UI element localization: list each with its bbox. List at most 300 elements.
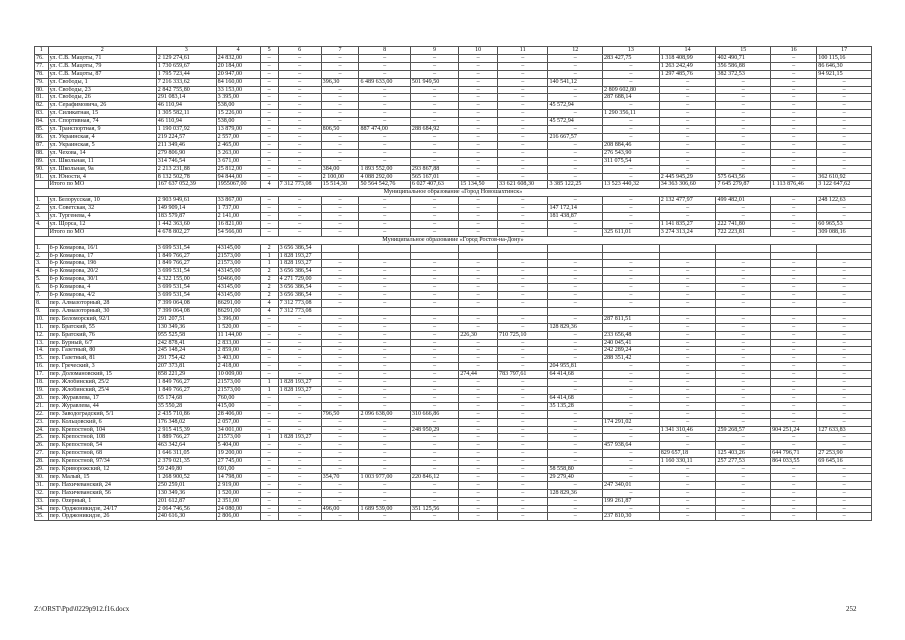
- table-cell: –: [278, 426, 321, 434]
- table-cell: 28 406,00: [216, 410, 260, 418]
- table-cell: 33 621 608,30: [498, 181, 548, 189]
- table-cell: –: [771, 220, 817, 228]
- table-cell: 69 645,16: [817, 458, 872, 466]
- table-cell: –: [359, 315, 410, 323]
- table-cell: 28.: [35, 458, 49, 466]
- table-cell: –: [659, 379, 716, 387]
- table-cell: –: [278, 489, 321, 497]
- table-cell: 2: [48, 47, 156, 55]
- table-cell: –: [260, 157, 278, 165]
- table-cell: –: [410, 315, 458, 323]
- table-cell: –: [260, 394, 278, 402]
- table-cell: 22.: [35, 410, 49, 418]
- table-cell: 24 080,00: [216, 505, 260, 513]
- table-cell: 46 110,94: [156, 118, 216, 126]
- table-cell: –: [817, 355, 872, 363]
- table-cell: –: [459, 292, 498, 300]
- table-cell: –: [771, 157, 817, 165]
- table-cell: –: [548, 434, 603, 442]
- table-cell: 2 132 477,97: [659, 197, 716, 205]
- table-cell: –: [359, 379, 410, 387]
- table-cell: 2 806,00: [216, 513, 260, 521]
- table-cell: –: [659, 126, 716, 134]
- table-cell: 1 442 363,60: [156, 220, 216, 228]
- table-cell: –: [817, 323, 872, 331]
- table-cell: 1 318 408,99: [659, 54, 716, 62]
- table-cell: –: [603, 276, 660, 284]
- table-cell: –: [659, 94, 716, 102]
- table-cell: пер. Журавлева, 44: [48, 402, 156, 410]
- table-cell: 287 688,14: [603, 94, 660, 102]
- table-cell: –: [321, 418, 359, 426]
- table-cell: ул. Школьная, 11: [48, 157, 156, 165]
- table-cell: –: [278, 213, 321, 221]
- table-row: [35, 497, 872, 505]
- table-cell: 13 523 440,32: [603, 181, 660, 189]
- table-cell: –: [498, 450, 548, 458]
- table-cell: 2 418,00: [216, 363, 260, 371]
- table-cell: [498, 252, 548, 260]
- table-cell: 27 745,00: [216, 458, 260, 466]
- table-cell: 24.: [35, 426, 49, 434]
- table-cell: [817, 244, 872, 252]
- table-row: [35, 197, 872, 205]
- table-cell: 16: [771, 47, 817, 55]
- table-cell: –: [459, 213, 498, 221]
- table-cell: –: [716, 284, 771, 292]
- table-row: [35, 466, 872, 474]
- table-cell: –: [498, 379, 548, 387]
- table-cell: –: [359, 141, 410, 149]
- table-cell: –: [260, 363, 278, 371]
- table-cell: –: [359, 300, 410, 308]
- table-cell: –: [459, 394, 498, 402]
- table-cell: пер. Жлобинский, 25/4: [48, 386, 156, 394]
- table-cell: –: [459, 141, 498, 149]
- table-cell: –: [498, 228, 548, 236]
- table-cell: –: [321, 197, 359, 205]
- table-cell: –: [321, 402, 359, 410]
- table-cell: –: [603, 300, 660, 308]
- table-cell: –: [278, 481, 321, 489]
- table-cell: [659, 307, 716, 315]
- table-cell: –: [321, 70, 359, 78]
- table-cell: 130 349,36: [156, 489, 216, 497]
- table-cell: –: [278, 505, 321, 513]
- table-row: [35, 505, 872, 513]
- table-cell: 415,00: [216, 402, 260, 410]
- table-cell: 858 221,29: [156, 371, 216, 379]
- table-cell: –: [817, 331, 872, 339]
- table-row: [35, 126, 872, 134]
- table-cell: –: [716, 300, 771, 308]
- table-cell: –: [459, 197, 498, 205]
- table-cell: 2: [260, 284, 278, 292]
- table-cell: –: [716, 379, 771, 387]
- table-row: [35, 481, 872, 489]
- table-cell: –: [716, 355, 771, 363]
- table-cell: пер. Крепостной, 54: [48, 442, 156, 450]
- table-cell: [548, 244, 603, 252]
- table-cell: –: [659, 410, 716, 418]
- table-row: [35, 410, 872, 418]
- table-cell: –: [278, 165, 321, 173]
- table-cell: –: [498, 54, 548, 62]
- table-cell: 140 541,12: [548, 78, 603, 86]
- table-cell: –: [659, 149, 716, 157]
- table-row: [35, 442, 872, 450]
- table-cell: –: [260, 62, 278, 70]
- table-cell: –: [359, 86, 410, 94]
- table-cell: 248 122,63: [817, 197, 872, 205]
- table-cell: –: [260, 513, 278, 521]
- table-cell: –: [321, 442, 359, 450]
- table-cell: [459, 244, 498, 252]
- table-cell: –: [260, 331, 278, 339]
- table-cell: –: [278, 78, 321, 86]
- table-cell: –: [278, 220, 321, 228]
- table-cell: 806,50: [321, 126, 359, 134]
- table-cell: –: [278, 347, 321, 355]
- table-cell: –: [603, 126, 660, 134]
- table-cell: 16.: [35, 363, 49, 371]
- table-cell: 27 253,90: [817, 450, 872, 458]
- table-cell: –: [260, 489, 278, 497]
- table-cell: пер. Малый, 15: [48, 473, 156, 481]
- table-cell: –: [659, 157, 716, 165]
- table-cell: –: [410, 133, 458, 141]
- table-cell: –: [260, 205, 278, 213]
- table-cell: [359, 307, 410, 315]
- table-cell: 2 100,00: [321, 173, 359, 181]
- table-cell: –: [321, 513, 359, 521]
- table-cell: 356 586,88: [716, 62, 771, 70]
- table-cell: –: [321, 86, 359, 94]
- table-cell: –: [771, 513, 817, 521]
- section-heading-row: [35, 189, 872, 197]
- table-cell: –: [260, 458, 278, 466]
- table-cell: 204 955,81: [548, 363, 603, 371]
- table-cell: –: [278, 402, 321, 410]
- table-cell: –: [498, 323, 548, 331]
- table-cell: –: [260, 86, 278, 94]
- table-cell: 233 656,48: [603, 331, 660, 339]
- table-cell: –: [817, 165, 872, 173]
- table-cell: 1.: [35, 244, 49, 252]
- register-table: [34, 46, 872, 521]
- table-cell: 7 312 773,08: [278, 181, 321, 189]
- table-cell: –: [817, 157, 872, 165]
- table-cell: 15 226,00: [216, 110, 260, 118]
- table-cell: –: [260, 466, 278, 474]
- table-cell: –: [321, 268, 359, 276]
- table-cell: –: [659, 442, 716, 450]
- table-cell: –: [410, 450, 458, 458]
- table-cell: –: [771, 410, 817, 418]
- table-cell: –: [771, 102, 817, 110]
- table-cell: –: [548, 197, 603, 205]
- table-cell: –: [716, 394, 771, 402]
- table-cell: –: [817, 402, 872, 410]
- table-cell: 1 520,00: [216, 489, 260, 497]
- table-cell: 276 543,90: [603, 149, 660, 157]
- table-cell: –: [817, 434, 872, 442]
- table-cell: 783 797,61: [498, 371, 548, 379]
- table-cell: б-р Комарова, 20/2: [48, 268, 156, 276]
- table-cell: 538,00: [216, 118, 260, 126]
- table-cell: 293 867,88: [410, 165, 458, 173]
- table-cell: [771, 252, 817, 260]
- table-cell: 7 645 279,87: [716, 181, 771, 189]
- table-cell: 45 572,94: [548, 118, 603, 126]
- table-cell: –: [359, 426, 410, 434]
- table-cell: 1 737,00: [216, 205, 260, 213]
- table-cell: –: [817, 133, 872, 141]
- table-row: [35, 458, 872, 466]
- table-cell: –: [278, 315, 321, 323]
- table-cell: –: [278, 86, 321, 94]
- table-cell: 19 200,00: [216, 450, 260, 458]
- table-cell: 90.: [35, 165, 49, 173]
- table-cell: –: [716, 165, 771, 173]
- table-cell: –: [498, 284, 548, 292]
- table-cell: –: [498, 118, 548, 126]
- table-cell: [603, 307, 660, 315]
- table-cell: –: [498, 426, 548, 434]
- table-cell: 4: [260, 300, 278, 308]
- table-cell: –: [716, 402, 771, 410]
- table-cell: –: [548, 260, 603, 268]
- table-cell: –: [817, 149, 872, 157]
- table-cell: –: [498, 220, 548, 228]
- table-cell: [716, 244, 771, 252]
- table-cell: –: [548, 141, 603, 149]
- table-cell: –: [410, 268, 458, 276]
- table-cell: –: [771, 205, 817, 213]
- table-cell: 7 312 773,08: [278, 307, 321, 315]
- table-cell: –: [548, 347, 603, 355]
- table-cell: –: [260, 110, 278, 118]
- table-cell: –: [260, 141, 278, 149]
- table-cell: 43145,00: [216, 244, 260, 252]
- table-cell: –: [548, 62, 603, 70]
- table-cell: –: [603, 402, 660, 410]
- table-cell: 79.: [35, 78, 49, 86]
- table-cell: пер. Крепостной, 104: [48, 426, 156, 434]
- table-cell: –: [817, 315, 872, 323]
- table-cell: –: [771, 497, 817, 505]
- table-cell: –: [321, 323, 359, 331]
- table-cell: 12: [548, 47, 603, 55]
- table-cell: –: [459, 205, 498, 213]
- table-cell: –: [359, 205, 410, 213]
- table-cell: 499 482,01: [716, 197, 771, 205]
- table-row: [35, 300, 872, 308]
- table-cell: –: [603, 197, 660, 205]
- table-cell: 11: [498, 47, 548, 55]
- table-cell: 242 878,41: [156, 339, 216, 347]
- table-cell: –: [603, 102, 660, 110]
- table-cell: –: [716, 126, 771, 134]
- table-cell: –: [817, 339, 872, 347]
- table-cell: –: [771, 173, 817, 181]
- table-cell: –: [603, 173, 660, 181]
- table-cell: –: [410, 284, 458, 292]
- table-cell: –: [771, 78, 817, 86]
- table-cell: 240 616,30: [156, 513, 216, 521]
- table-cell: пер. Беломорский, 92/1: [48, 315, 156, 323]
- table-cell: –: [498, 394, 548, 402]
- table-cell: –: [548, 157, 603, 165]
- table-cell: [771, 244, 817, 252]
- table-cell: 91.: [35, 173, 49, 181]
- table-cell: 382 372,53: [716, 70, 771, 78]
- table-cell: –: [771, 149, 817, 157]
- table-cell: 176 348,02: [156, 418, 216, 426]
- table-cell: ул. Свободы, 23: [48, 86, 156, 94]
- section-heading-row: [35, 236, 872, 244]
- table-cell: –: [659, 102, 716, 110]
- table-cell: –: [771, 386, 817, 394]
- table-cell: –: [498, 165, 548, 173]
- table-cell: –: [321, 489, 359, 497]
- table-cell: –: [817, 379, 872, 387]
- table-cell: пер. Жлобинский, 25/2: [48, 379, 156, 387]
- table-cell: –: [498, 292, 548, 300]
- table-cell: –: [260, 220, 278, 228]
- table-cell: –: [548, 86, 603, 94]
- table-cell: –: [659, 347, 716, 355]
- table-cell: –: [321, 371, 359, 379]
- table-cell: 21573,00: [216, 260, 260, 268]
- section-title: Муниципальное образование «Город Ростов-на-Дону»: [35, 236, 872, 244]
- table-cell: 43145,00: [216, 284, 260, 292]
- table-cell: ул. С.В. Мацоты, 71: [48, 54, 156, 62]
- table-cell: 310 666,86: [410, 410, 458, 418]
- table-cell: 77.: [35, 62, 49, 70]
- table-cell: 4 322 155,00: [156, 276, 216, 284]
- table-cell: –: [410, 292, 458, 300]
- table-cell: –: [410, 205, 458, 213]
- table-cell: –: [548, 126, 603, 134]
- table-cell: ул. Школьная, 9а: [48, 165, 156, 173]
- table-cell: –: [498, 197, 548, 205]
- table-cell: –: [321, 300, 359, 308]
- table-cell: 5 404,00: [216, 442, 260, 450]
- table-cell: пер. Нахичеванский, 56: [48, 489, 156, 497]
- table-cell: –: [498, 86, 548, 94]
- table-cell: –: [716, 497, 771, 505]
- table-cell: –: [498, 466, 548, 474]
- table-cell: 21573,00: [216, 252, 260, 260]
- table-cell: –: [260, 450, 278, 458]
- table-cell: –: [410, 70, 458, 78]
- table-cell: 20 184,00: [216, 62, 260, 70]
- table-cell: 216 667,57: [548, 133, 603, 141]
- table-cell: –: [278, 94, 321, 102]
- table-cell: –: [771, 489, 817, 497]
- table-cell: 6 489 633,00: [359, 78, 410, 86]
- table-cell: –: [359, 149, 410, 157]
- table-cell: –: [359, 54, 410, 62]
- table-cell: –: [459, 284, 498, 292]
- table-cell: 15: [716, 47, 771, 55]
- table-cell: 1 849 766,27: [156, 386, 216, 394]
- table-cell: [771, 307, 817, 315]
- table-row: [35, 315, 872, 323]
- table-cell: 15.: [35, 355, 49, 363]
- table-cell: –: [498, 473, 548, 481]
- table-cell: –: [603, 133, 660, 141]
- table-cell: –: [659, 434, 716, 442]
- table-cell: –: [771, 276, 817, 284]
- table-cell: –: [410, 489, 458, 497]
- table-row: [35, 339, 872, 347]
- footer-page-number: 252: [846, 605, 857, 613]
- table-cell: –: [278, 458, 321, 466]
- table-cell: –: [410, 86, 458, 94]
- table-cell: 354,70: [321, 473, 359, 481]
- table-cell: –: [659, 284, 716, 292]
- table-cell: –: [548, 505, 603, 513]
- table-cell: –: [410, 220, 458, 228]
- table-cell: 81.: [35, 94, 49, 102]
- table-cell: 2.: [35, 205, 49, 213]
- table-cell: –: [716, 481, 771, 489]
- table-cell: 12.: [35, 331, 49, 339]
- table-cell: –: [359, 442, 410, 450]
- table-cell: [603, 252, 660, 260]
- table-cell: 314 746,54: [156, 157, 216, 165]
- table-cell: 24 832,00: [216, 54, 260, 62]
- table-cell: 362 610,92: [817, 173, 872, 181]
- table-cell: ул. Силикатная, 15: [48, 110, 156, 118]
- table-cell: –: [659, 133, 716, 141]
- table-cell: пер. Газетный, 80: [48, 347, 156, 355]
- table-cell: –: [817, 276, 872, 284]
- table-cell: 7 312 773,08: [278, 300, 321, 308]
- table-cell: –: [278, 442, 321, 450]
- table-cell: [659, 252, 716, 260]
- table-cell: 6.: [35, 284, 49, 292]
- table-cell: –: [459, 379, 498, 387]
- table-cell: –: [278, 331, 321, 339]
- table-cell: –: [659, 118, 716, 126]
- table-cell: [659, 244, 716, 252]
- table-row: [35, 363, 872, 371]
- table-cell: 4.: [35, 268, 49, 276]
- table-row: [35, 86, 872, 94]
- table-cell: пер. Орджоникидзе, 24/17: [48, 505, 156, 513]
- table-cell: –: [716, 410, 771, 418]
- table-cell: –: [771, 402, 817, 410]
- table-cell: 3 656 386,54: [278, 268, 321, 276]
- table-cell: –: [359, 481, 410, 489]
- table-cell: –: [459, 339, 498, 347]
- table-cell: 87.: [35, 141, 49, 149]
- table-cell: –: [771, 228, 817, 236]
- table-cell: –: [278, 513, 321, 521]
- table-cell: –: [716, 418, 771, 426]
- table-cell: –: [359, 292, 410, 300]
- table-cell: 89.: [35, 157, 49, 165]
- table-cell: –: [359, 418, 410, 426]
- table-cell: –: [771, 394, 817, 402]
- table-cell: –: [548, 379, 603, 387]
- table-cell: –: [260, 78, 278, 86]
- table-cell: –: [716, 386, 771, 394]
- table-cell: 279 806,90: [156, 149, 216, 157]
